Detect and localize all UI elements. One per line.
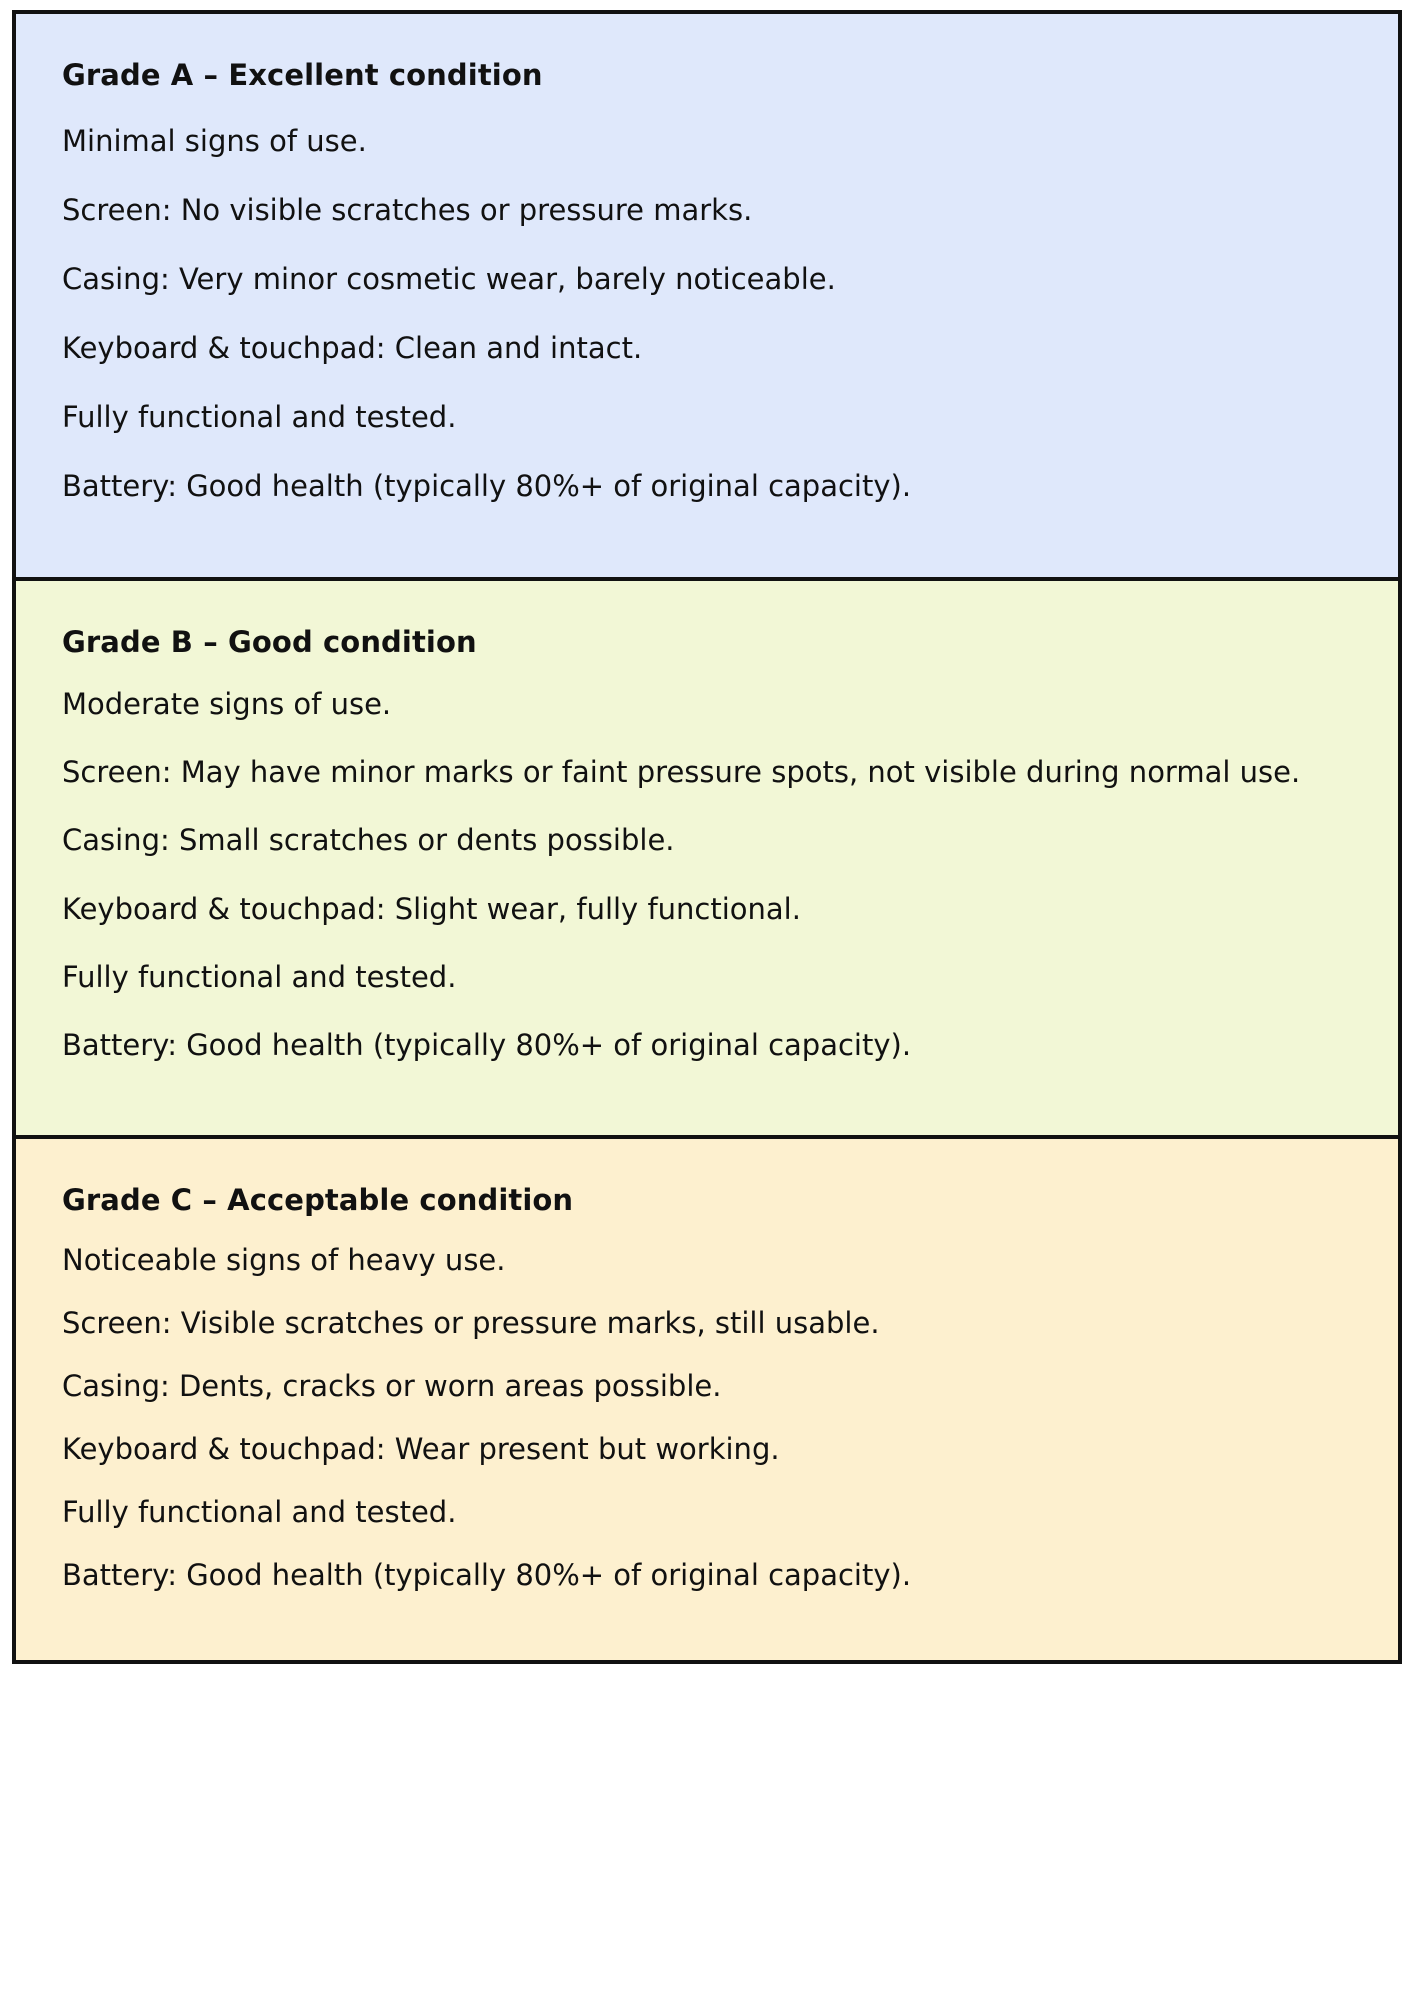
grade-b-title: Grade B – Good condition [62,625,477,660]
grade-table [12,10,1402,1664]
grade-b-line-5: Fully functional and tested. [62,959,457,994]
grade-b-line-4: Keyboard & touchpad: Slight wear, fully functional. [62,891,801,926]
grade-c-line-1: Noticeable signs of heavy use. [62,1242,506,1277]
grade-block-b [16,577,1398,1134]
grade-a-line-5: Fully functional and tested. [62,400,457,435]
grade-a-line-3: Casing: Very minor cosmetic wear, barely noticeable. [62,262,836,297]
grade-a-line-4: Keyboard & touchpad: Clean and intact. [62,331,643,366]
grade-c-line-3: Casing: Dents, cracks or worn areas possible. [62,1368,722,1403]
grade-a-line-2: Screen: No visible scratches or pressure marks. [62,192,753,227]
grade-b-line-1: Moderate signs of use. [62,687,392,722]
grade-block-c [16,1135,1398,1660]
grade-c-line-2: Screen: Visible scratches or pressure marks, still usable. [62,1305,880,1340]
grade-block-a [16,14,1398,577]
grade-c-line-6: Battery: Good health (typically 80%+ of original capacity). [62,1558,912,1593]
grade-a-line-1: Minimal signs of use. [62,123,367,158]
grade-b-line-6: Battery: Good health (typically 80%+ of original capacity). [62,1027,912,1062]
grade-b-line-2: Screen: May have minor marks or faint pressure spots, not visible during normal use. [62,755,1301,790]
grade-a-line-6: Battery: Good health (typically 80%+ of original capacity). [62,469,912,504]
grade-c-title: Grade C – Acceptable condition [62,1182,574,1217]
grade-c-line-4: Keyboard & touchpad: Wear present but working. [62,1432,780,1467]
grade-a-title: Grade A – Excellent condition [62,58,543,92]
grade-b-line-3: Casing: Small scratches or dents possible. [62,823,675,858]
grade-c-line-5: Fully functional and tested. [62,1495,457,1530]
